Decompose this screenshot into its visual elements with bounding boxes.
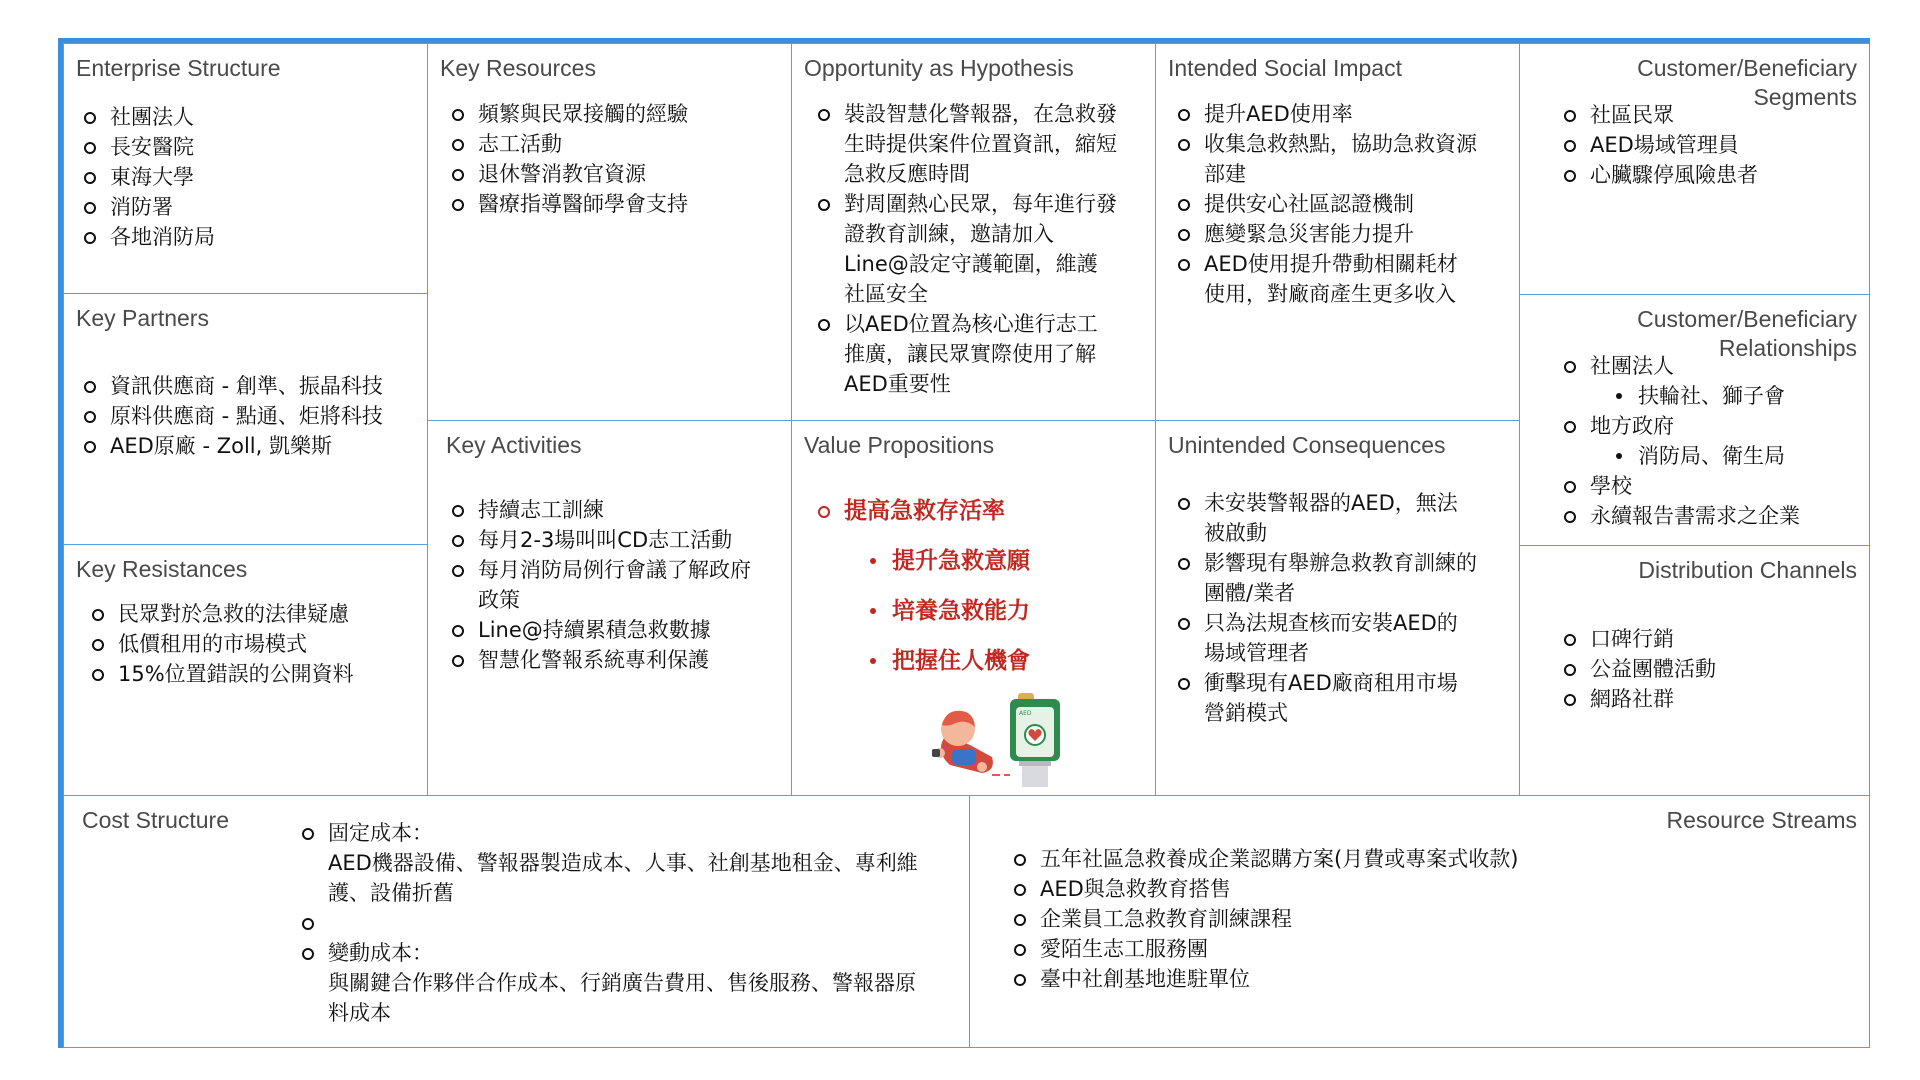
relationships-cell	[1519, 294, 1870, 546]
list-item: 每月2-3場叫叫CD志工活動	[452, 525, 752, 555]
segments-list	[1564, 100, 1758, 190]
list-item: AED使用提升帶動相關耗材使用，對廠商產生更多收入	[1178, 249, 1478, 309]
value-propositions-title: Value Propositions	[804, 432, 995, 458]
list-item: 各地消防局	[84, 222, 215, 252]
list-item: 影響現有舉辦急救教育訓練的團體/業者	[1178, 548, 1478, 608]
list-item: 退休警消教官資源	[452, 159, 688, 189]
key-activities-title: Key Activities	[446, 432, 582, 458]
key-resources-list	[452, 99, 688, 219]
list-item: 消防局、衛生局	[1590, 441, 1800, 471]
list-item	[302, 938, 922, 1028]
resource-streams-list	[1014, 844, 1518, 994]
list-item: 扶輪社、獅子會	[1590, 381, 1800, 411]
opportunity-cell	[791, 43, 1156, 421]
intended-impact-title: Intended Social Impact	[1168, 55, 1402, 81]
list-item: 長安醫院	[84, 132, 215, 162]
list-item: 公益團體活動	[1564, 654, 1716, 684]
list-item: 收集急救熱點，協助急救資源部建	[1178, 129, 1478, 189]
key-activities-list	[452, 495, 752, 675]
channels-title: Distribution Channels	[1638, 557, 1857, 583]
list-item: 低價租用的市場模式	[92, 629, 354, 659]
opportunity-title: Opportunity as Hypothesis	[804, 55, 1074, 81]
list-item: 學校	[1564, 471, 1800, 501]
variable-cost-text: 與關鍵合作夥伴合作成本、行銷廣告費用、售後服務、警報器原料成本	[328, 971, 916, 1025]
list-item	[1564, 411, 1800, 471]
unintended-list	[1178, 488, 1478, 728]
enterprise-structure-list	[84, 102, 215, 252]
resource-streams-cell	[969, 795, 1870, 1048]
value-proposition-sublist	[844, 546, 1030, 676]
list-item: 永續報告書需求之企業	[1564, 501, 1800, 531]
list-item: 臺中社創基地進駐單位	[1014, 964, 1518, 994]
key-partners-cell	[63, 293, 428, 545]
list-item: 心臟驟停風險患者	[1564, 160, 1758, 190]
list-item: 衝擊現有AED廠商租用市場營銷模式	[1178, 668, 1478, 728]
list-item: 裝設智慧化警報器，在急救發生時提供案件位置資訊，縮短急救反應時間	[818, 99, 1118, 189]
list-item: 口碑行銷	[1564, 624, 1716, 654]
key-resistances-title: Key Resistances	[76, 556, 248, 582]
relationship-label: 地方政府	[1590, 414, 1674, 438]
cost-structure-cell	[63, 795, 970, 1048]
list-item: 愛陌生志工服務團	[1014, 934, 1518, 964]
cost-structure-list	[302, 818, 922, 1028]
list-item: 應變緊急災害能力提升	[1178, 219, 1478, 249]
spacer	[302, 908, 922, 938]
key-partners-list	[84, 371, 383, 461]
resource-streams-title: Resource Streams	[1666, 807, 1857, 833]
list-item	[1564, 351, 1800, 411]
aed-cabinet-icon	[1010, 693, 1060, 787]
list-item: 每月消防局例行會議了解政府政策	[452, 555, 752, 615]
channels-cell	[1519, 545, 1870, 796]
list-item: 網路社群	[1564, 684, 1716, 714]
relationships-title: Customer/Beneficiary Relationships	[1637, 306, 1857, 361]
fixed-cost-text: AED機器設備、警報器製造成本、人事、社創基地租金、專利維護、設備折舊	[328, 851, 918, 905]
list-item: 15%位置錯誤的公開資料	[92, 659, 354, 689]
aed-illustration	[926, 691, 1076, 791]
list-item: 智慧化警報系統專利保護	[452, 645, 752, 675]
enterprise-structure-cell	[63, 43, 428, 294]
opportunity-list	[818, 99, 1118, 399]
list-item: 以AED位置為核心進行志工推廣，讓民眾實際使用了解AED重要性	[818, 309, 1118, 399]
value-propositions-list	[818, 496, 1030, 676]
list-item: AED原廠 - Zoll, 凱樂斯	[84, 431, 383, 461]
list-item: Line@持續累積急救數據	[452, 615, 752, 645]
list-item: 消防署	[84, 192, 215, 222]
list-item: 五年社區急救養成企業認購方案(月費或專案式收款)	[1014, 844, 1518, 874]
variable-cost-label: 變動成本：	[328, 941, 433, 965]
enterprise-structure-title: Enterprise Structure	[76, 55, 281, 81]
list-item: 社團法人	[84, 102, 215, 132]
aed-cabinet-label: AED	[1019, 710, 1032, 717]
unintended-cell	[1155, 420, 1520, 796]
cost-structure-title: Cost Structure	[82, 807, 229, 833]
key-partners-title: Key Partners	[76, 305, 209, 331]
list-item: 提升急救意願	[844, 546, 1030, 576]
segments-title: Customer/Beneficiary Segments	[1637, 55, 1857, 110]
key-activities-cell	[427, 420, 792, 796]
list-item: 企業員工急救教育訓練課程	[1014, 904, 1518, 934]
list-item: 對周圍熱心民眾，每年進行發證教育訓練，邀請加入Line@設定守護範圍，維護社區安全	[818, 189, 1118, 309]
key-resources-title: Key Resources	[440, 55, 596, 81]
value-proposition-main-text: 提高急救存活率	[844, 498, 1005, 524]
list-item: 資訊供應商 - 創準、振晶科技	[84, 371, 383, 401]
list-item	[302, 818, 922, 908]
fixed-cost-label: 固定成本：	[328, 821, 433, 845]
relationship-sublist	[1590, 441, 1800, 471]
list-item: 培養急救能力	[844, 596, 1030, 626]
key-resistances-cell	[63, 544, 428, 796]
list-item: AED與急救教育搭售	[1014, 874, 1518, 904]
relationship-sublist	[1590, 381, 1800, 411]
relationship-label: 社團法人	[1590, 354, 1674, 378]
social-business-model-canvas	[58, 38, 1870, 1048]
list-item: 頻繁與民眾接觸的經驗	[452, 99, 688, 129]
list-item: 未安裝警報器的AED，無法被啟動	[1178, 488, 1478, 548]
unintended-title: Unintended Consequences	[1168, 432, 1446, 458]
list-item: 民眾對於急救的法律疑慮	[92, 599, 354, 629]
value-propositions-cell	[791, 420, 1156, 796]
list-item: AED場域管理員	[1564, 130, 1758, 160]
list-item: 提供安心社區認證機制	[1178, 189, 1478, 219]
segments-cell	[1519, 43, 1870, 295]
intended-impact-list	[1178, 99, 1478, 309]
list-item: 東海大學	[84, 162, 215, 192]
intended-impact-cell	[1155, 43, 1520, 421]
key-resources-cell	[427, 43, 792, 421]
list-item: 只為法規查核而安裝AED的場域管理者	[1178, 608, 1478, 668]
list-item: 醫療指導醫師學會支持	[452, 189, 688, 219]
list-item: 持續志工訓練	[452, 495, 752, 525]
relationships-list	[1564, 351, 1800, 531]
value-proposition-main	[818, 496, 1030, 676]
list-item: 原料供應商 - 點通、炬將科技	[84, 401, 383, 431]
list-item: 志工活動	[452, 129, 688, 159]
list-item: 社區民眾	[1564, 100, 1758, 130]
channels-list	[1564, 624, 1716, 714]
list-item: 提升AED使用率	[1178, 99, 1478, 129]
superhero-child-icon	[932, 711, 1010, 775]
list-item: 把握住人機會	[844, 646, 1030, 676]
key-resistances-list	[92, 599, 354, 689]
